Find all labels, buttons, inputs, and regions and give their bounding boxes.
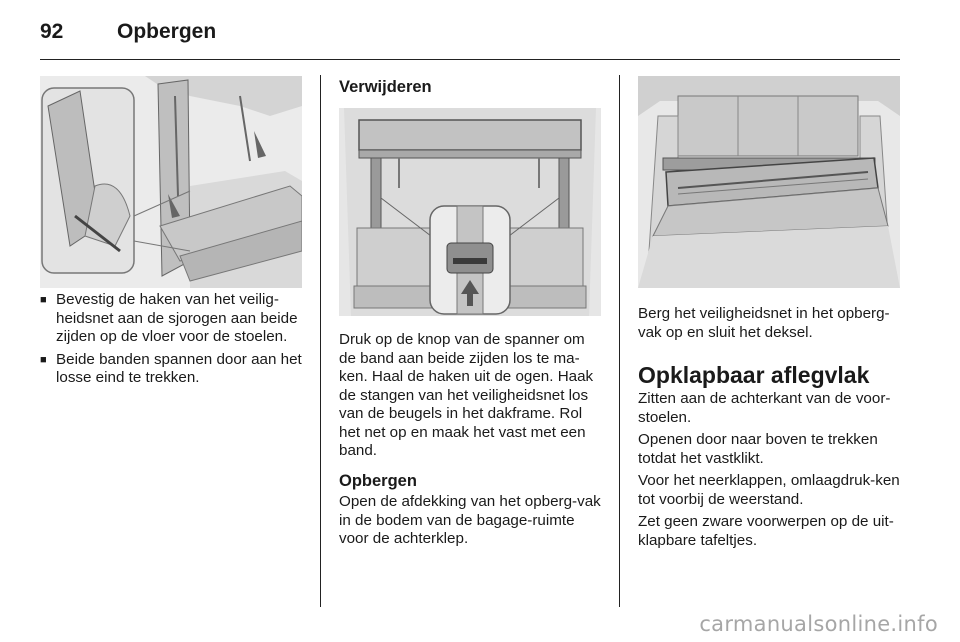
header-divider (40, 59, 900, 60)
column-divider-left (320, 75, 321, 607)
page-number: 92 (40, 20, 64, 43)
figure-net-release (339, 108, 601, 316)
tray-paragraph: Openen door naar boven te trekken totdat het vastklikt. (638, 431, 878, 467)
tray-paragraph: Zet geen zware voorwerpen op de uit-klapbare tafeltjes. (638, 513, 894, 549)
figure-storage-compartment (638, 76, 900, 288)
watermark-text: carmanualsonline.info (699, 612, 938, 636)
page-title: Opbergen (117, 20, 217, 43)
tray-paragraphs (638, 390, 902, 550)
section-heading-remove: Verwijderen (339, 78, 432, 96)
paragraph-store-net: Berg het veiligheidsnet in het opberg-vak op en sluit het deksel. (638, 305, 890, 341)
list-item (40, 351, 302, 388)
section-heading-store: Opbergen (339, 472, 417, 490)
list-item-text: Beide banden spannen door aan het losse eind te trekken. (56, 350, 302, 386)
paragraph-remove: Druk op de knop van de spanner om de band aan beide zijden los te ma-ken. Haal de haken uit de ogen. Haak de stangen van het veiligheidsnet los van de beugels in het dakframe. Rol het net op en maak het vast met een band. (339, 331, 594, 459)
bullet-square-icon: ■ (40, 294, 47, 306)
column-divider-right (619, 75, 620, 607)
list-item-text: Bevestig de haken van het veilig-heidsnet aan de sjorogen aan beide zijden op de vloer voor de stoelen. (56, 291, 298, 345)
tray-paragraph: Voor het neerklappen, omlaagdruk-ken tot voorbij de weerstand. (638, 472, 900, 508)
bullet-square-icon: ■ (40, 353, 47, 366)
paragraph-store: Open de afdekking van het opberg-vak in de bodem van de bagage-ruimte voor de achterklep. (339, 493, 601, 547)
figure-net-hooks (40, 76, 302, 288)
section-heading-tray: Opklapbaar aflegvlak (638, 362, 870, 388)
instruction-list (40, 291, 302, 392)
tray-paragraph: Zitten aan de achterkant van de voor-stoelen. (638, 390, 891, 426)
list-item (40, 291, 302, 347)
